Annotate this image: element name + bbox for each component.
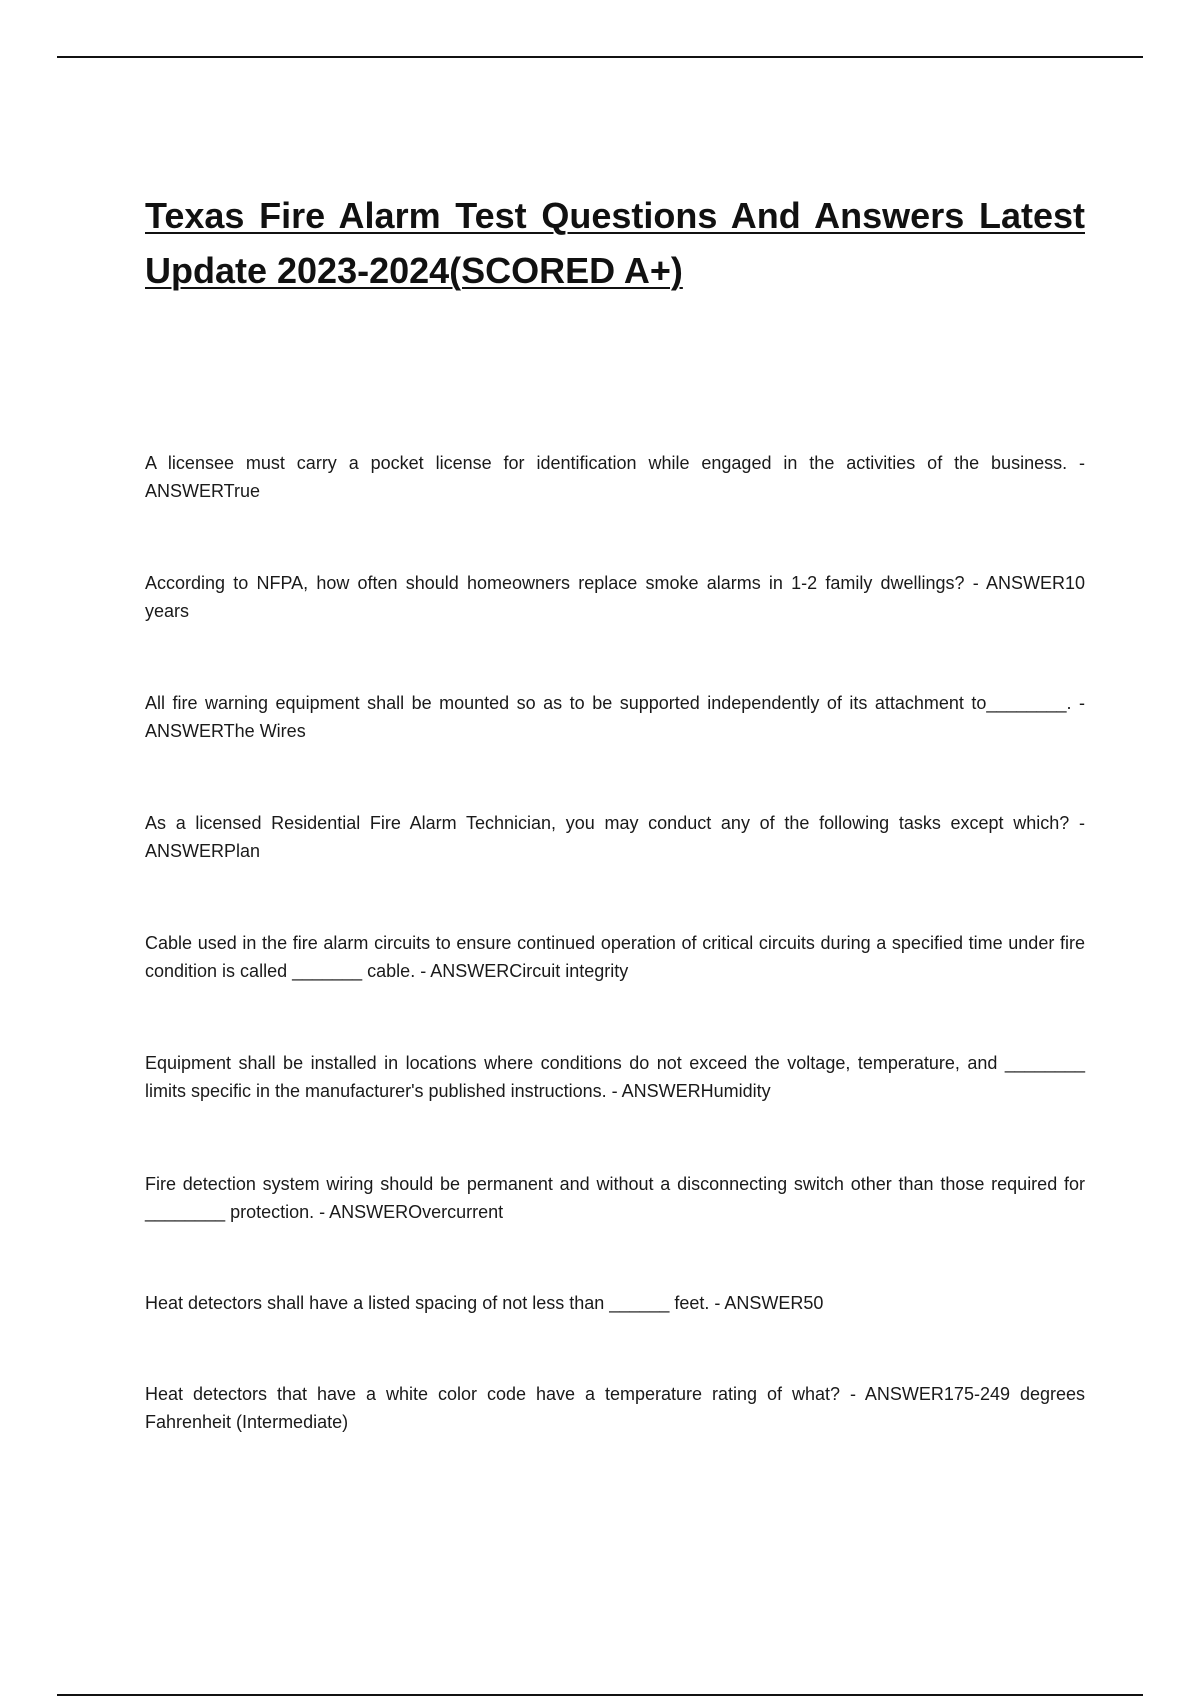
footer-rule — [57, 1694, 1143, 1696]
qa-item-9: Heat detectors that have a white color code have a temperature rating of what? - ANSWER175-249 degrees Fahrenheit (Intermediate) — [145, 1384, 1085, 1432]
qa-item-1: A licensee must carry a pocket license for identification while engaged in the activities of the business. - ANSWERTrue — [145, 453, 1085, 501]
qa-item-7: Fire detection system wiring should be permanent and without a disconnecting switch other than those required for ________ protection. - ANSWEROvercurrent — [145, 1174, 1085, 1222]
qa-item-6: Equipment shall be installed in locations where conditions do not exceed the voltage, temperature, and ________ limits specific in the manufacturer's published instructions. - ANSWERHumidity — [145, 1053, 1085, 1101]
qa-item-2: According to NFPA, how often should homeowners replace smoke alarms in 1-2 family dwellings? - ANSWER10 years — [145, 573, 1085, 621]
qa-item-4: As a licensed Residential Fire Alarm Technician, you may conduct any of the following tasks except which? - ANSWERPlan — [145, 813, 1085, 861]
header-rule — [57, 56, 1143, 58]
qa-item-5: Cable used in the fire alarm circuits to ensure continued operation of critical circuits during a specified time under fire condition is called _______ cable. - ANSWERCircuit integrity — [145, 933, 1085, 981]
qa-item-3: All fire warning equipment shall be mounted so as to be supported independently of its attachment to________. - ANSWERThe Wires — [145, 693, 1085, 741]
page-title: Texas Fire Alarm Test Questions And Answers Latest Update 2023-2024(SCORED A+) — [145, 195, 1085, 291]
qa-item-8: Heat detectors shall have a listed spacing of not less than ______ feet. - ANSWER50 — [145, 1293, 824, 1313]
